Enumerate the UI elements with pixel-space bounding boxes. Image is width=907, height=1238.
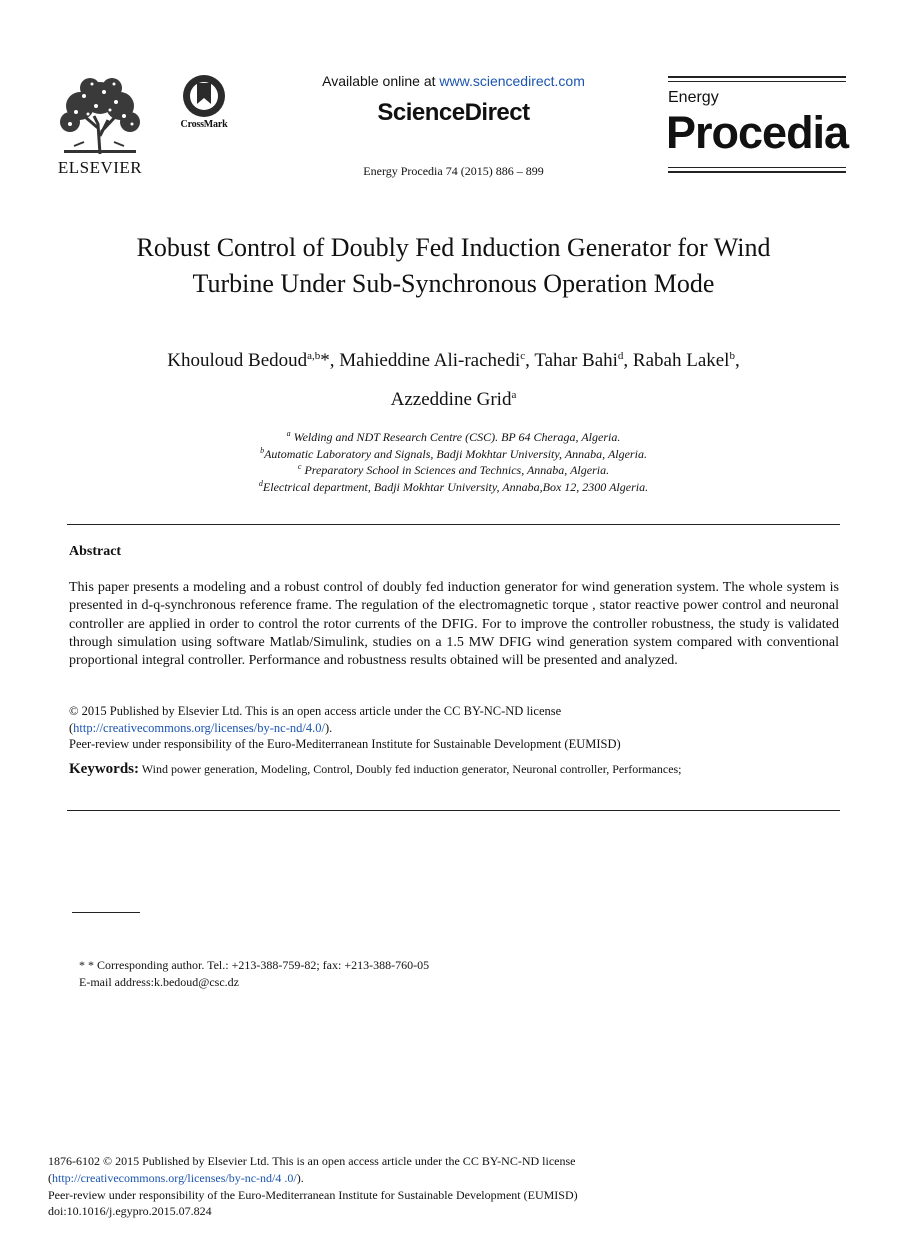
- copyright-block: [48, 1153, 578, 1220]
- affiliation-mark: d: [258, 479, 263, 488]
- email-address: E-mail address:k.bedoud@csc.dz: [79, 975, 240, 989]
- keywords-label: Keywords:: [69, 761, 139, 777]
- author-affiliation-mark: a: [511, 389, 517, 401]
- peer-review-line: Peer-review under responsibility of the Euro-Mediterranean Institute for Sustainable Development (EUMISD): [69, 737, 621, 751]
- keywords-text: Wind power generation, Modeling, Control, Doubly fed induction generator, Neuronal controller, Performances;: [139, 762, 682, 776]
- affiliation-text: Automatic Laboratory and Signals, Badji Mokhtar University, Annaba, Algeria.: [264, 447, 647, 461]
- license-line: © 2015 Published by Elsevier Ltd. This is an open access article under the CC BY-NC-ND license: [69, 704, 562, 718]
- publisher-name: ELSEVIER: [57, 158, 143, 177]
- sciencedirect-logo: ScienceDirect: [377, 99, 530, 126]
- affiliation-text: Electrical department, Badji Mokhtar University, Annaba,Box 12, 2300 Algeria.: [262, 480, 649, 494]
- affiliation-mark: b: [260, 446, 265, 455]
- footnote-rule: [72, 912, 140, 913]
- author-name: Rabah Lakel: [632, 350, 730, 371]
- author-affiliation-mark: b: [729, 350, 735, 362]
- journal-rule-bottom: [668, 171, 846, 173]
- sciencedirect-link[interactable]: www.sciencedirect.com: [439, 73, 585, 89]
- author-name: Mahieddine Ali-rachedi: [339, 350, 521, 371]
- affiliation-mark: c: [297, 462, 302, 471]
- paren-close: ).: [324, 720, 333, 735]
- author-list-line-2: [0, 389, 907, 411]
- author-affiliation-mark: c: [520, 350, 526, 362]
- keywords: [69, 761, 859, 778]
- available-prefix: Available online at: [322, 73, 440, 89]
- title-line-1: Robust Control of Doubly Fed Induction Generator for Wind: [136, 233, 771, 262]
- journal-rule-top-thin: [668, 81, 846, 82]
- affiliation: [0, 429, 907, 446]
- affiliation-text: Welding and NDT Research Centre (CSC). BP 64 Cheraga, Algeria.: [290, 430, 621, 444]
- author-name: Azzeddine Grid: [390, 389, 512, 410]
- affiliation: [0, 479, 907, 496]
- corresponding-author: * * Corresponding author. Tel.: +213-388-759-82; fax: +213-388-760-05: [79, 958, 430, 972]
- title-line-2: Turbine Under Sub-Synchronous Operation Mode: [192, 269, 715, 298]
- paper-title: [0, 230, 907, 302]
- affiliation-text: Preparatory School in Sciences and Technics, Annaba, Algeria.: [301, 463, 610, 477]
- paren-open: (: [48, 1170, 52, 1185]
- doi: doi:10.1016/j.egypro.2015.07.824: [48, 1204, 212, 1219]
- author-affiliation-mark: d: [617, 350, 624, 362]
- author-name: Khouloud Bedoud: [167, 350, 308, 371]
- license-block: [69, 703, 621, 753]
- abstract-heading: Abstract: [69, 544, 122, 559]
- license-link[interactable]: http://creativecommons.org/licenses/by-nc-nd/4 .0/: [52, 1170, 297, 1185]
- paren-close: ).: [296, 1170, 304, 1185]
- author-affiliation-mark: a,b: [307, 350, 321, 362]
- author-name: Tahar Bahi: [534, 350, 618, 371]
- corresponding-author-footnote: [79, 957, 429, 991]
- journal-rule-bottom-thin: [668, 167, 846, 168]
- author-separator: ,: [623, 350, 633, 371]
- affiliation: [0, 462, 907, 479]
- author-separator: *,: [320, 350, 340, 371]
- author-separator: ,: [734, 350, 740, 371]
- paren-open: (: [69, 720, 74, 735]
- affiliation-mark: a: [286, 429, 291, 438]
- journal-name-energy: Energy: [668, 89, 719, 106]
- license-link[interactable]: http://creativecommons.org/licenses/by-nc-nd/4.0/: [73, 720, 325, 735]
- journal-rule-top: [668, 76, 846, 78]
- copyright-line: 1876-6102 © 2015 Published by Elsevier Ltd. This is an open access article under the CC BY-NC-ND license: [48, 1154, 576, 1168]
- section-divider: [67, 524, 840, 525]
- author-separator: ,: [525, 350, 535, 371]
- author-list: [0, 350, 907, 372]
- section-divider: [67, 810, 840, 811]
- crossmark-label: CrossMark: [180, 119, 228, 130]
- affiliation: [0, 446, 907, 463]
- journal-reference: Energy Procedia 74 (2015) 886 – 899: [363, 164, 544, 178]
- journal-name-procedia: Procedia: [666, 107, 849, 158]
- abstract-body: This paper presents a modeling and a robust control of doubly fed induction generator for wind generation system. The whole system is presented in d-q-synchronous reference frame. The regulation of the electromagnetic torque , stator reactive power control and neuronal controller are applied in order to control the rotor currents of the DFIG. For to improve the controller robustness, the study is validated through simulation using software Matlab/Simulink, studies on a 1.5 MW DFIG wind generation system compared with conventional proportional integral controller. Performance and robustness results obtained will be presented and analyzed.: [69, 580, 839, 669]
- peer-review-line: Peer-review under responsibility of the Euro-Mediterranean Institute for Sustainable Development (EUMISD): [48, 1187, 578, 1202]
